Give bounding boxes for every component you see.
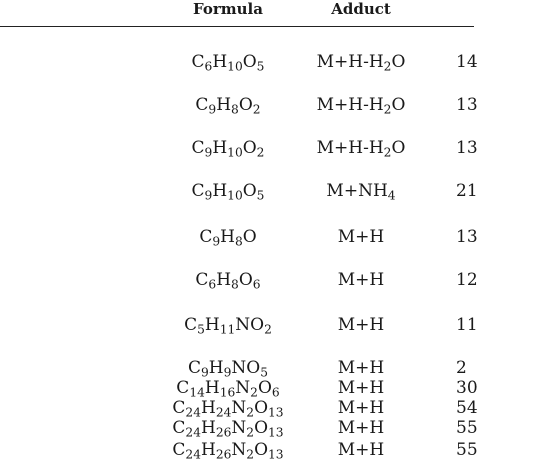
formula-subscript: 10 (227, 188, 243, 203)
formula-element: NO (231, 358, 261, 378)
adduct-cell (296, 138, 426, 158)
formula-subscript: 9 (204, 188, 213, 203)
formula-subscript: 24 (185, 405, 201, 420)
formula-element: H (216, 270, 232, 290)
formula-element: H (201, 440, 216, 460)
mass-cell: 13 (456, 138, 478, 158)
formula-subscript: 2 (256, 145, 265, 160)
formula-subscript: 9 (223, 365, 232, 380)
formula-element: O (238, 270, 253, 290)
formula-element: H (204, 315, 220, 335)
formula-subscript: 2 (383, 145, 392, 160)
mass-cell: 55 (456, 440, 478, 460)
formula-element: M+H-H (316, 52, 384, 72)
formula-subscript: 9 (208, 102, 217, 117)
formula-cell (168, 378, 288, 398)
formula-subscript: 2 (383, 102, 392, 117)
formula-cell (168, 315, 288, 335)
formula-cell (168, 398, 288, 418)
adduct-cell (296, 440, 426, 460)
formula-element: M+H (337, 440, 385, 460)
formula-subscript: 2 (246, 425, 255, 440)
formula-subscript: 10 (227, 145, 243, 160)
formula-element: M+H (337, 270, 385, 290)
header-formula: Formula (193, 0, 263, 18)
mass-cell: 21 (456, 181, 478, 201)
formula-element: C (199, 227, 213, 247)
formula-subscript: 2 (246, 405, 255, 420)
formula-subscript: 9 (200, 365, 209, 380)
formula-subscript: 4 (387, 188, 396, 203)
adduct-cell (296, 315, 426, 335)
formula-element: M+H (337, 315, 385, 335)
mass-cell: 30 (456, 378, 478, 398)
mass-cell: 13 (456, 227, 478, 247)
formula-subscript: 6 (208, 277, 217, 292)
formula-element: O (242, 181, 257, 201)
formula-element: H (220, 227, 235, 247)
mass-cell: 14 (456, 52, 478, 72)
formula-cell (168, 52, 288, 72)
formula-cell (168, 181, 288, 201)
mass-cell: 54 (456, 398, 478, 418)
formula-element: M+H (337, 378, 385, 398)
formula-element: H (204, 378, 220, 398)
mass-cell: 2 (456, 358, 467, 378)
mass-cell: 11 (456, 315, 478, 335)
formula-subscript: 9 (212, 234, 221, 249)
formula-element: O (242, 227, 257, 247)
formula-element: C (191, 138, 205, 158)
formula-element: NO (235, 315, 265, 335)
formula-element: C (172, 398, 186, 418)
formula-element: O (254, 418, 269, 438)
formula-element: N (235, 378, 251, 398)
formula-element: C (191, 52, 205, 72)
formula-element: O (242, 52, 257, 72)
formula-element: C (172, 440, 186, 460)
formula-element: H (201, 418, 216, 438)
formula-subscript: 26 (215, 425, 232, 440)
adduct-cell (296, 181, 426, 201)
formula-element: H (216, 95, 232, 115)
formula-element: M+H (337, 398, 385, 418)
formula-element: N (231, 440, 247, 460)
mass-cell: 12 (456, 270, 478, 290)
adduct-cell (296, 52, 426, 72)
formula-element: M+H-H (316, 95, 384, 115)
formula-element: H (208, 358, 224, 378)
formula-cell (168, 440, 288, 460)
header-adduct: Adduct (331, 0, 391, 18)
formula-subscript: 24 (185, 425, 201, 440)
formula-element: C (195, 95, 209, 115)
formula-subscript: 6 (271, 385, 280, 400)
formula-element: O (257, 378, 272, 398)
formula-subscript: 6 (252, 277, 261, 292)
formula-subscript: 5 (256, 188, 265, 203)
formula-element: N (231, 398, 247, 418)
formula-cell (168, 138, 288, 158)
formula-element: O (254, 398, 269, 418)
formula-subscript: 5 (260, 365, 269, 380)
formula-element: O (391, 52, 406, 72)
formula-element: H (201, 398, 216, 418)
adduct-cell (296, 418, 426, 438)
formula-element: C (195, 270, 209, 290)
formula-cell (168, 95, 288, 115)
mass-cell: 13 (456, 95, 478, 115)
formula-element: N (231, 418, 247, 438)
adduct-cell (296, 358, 426, 378)
formula-subscript: 5 (256, 59, 265, 74)
formula-subscript: 2 (383, 59, 392, 74)
adduct-cell (296, 227, 426, 247)
formula-element: O (254, 440, 269, 460)
formula-element: M+NH (326, 181, 388, 201)
formula-subscript: 13 (268, 447, 284, 462)
formula-element: H (212, 138, 228, 158)
formula-subscript: 2 (264, 322, 272, 337)
formula-cell (168, 418, 288, 438)
formula-element: O (242, 138, 257, 158)
formula-element: C (184, 315, 198, 335)
formula-element: O (391, 95, 406, 115)
formula-subscript: 24 (185, 447, 201, 462)
formula-cell (168, 270, 288, 290)
formula-subscript: 5 (197, 322, 205, 337)
formula-element: M+H (337, 358, 385, 378)
formula-subscript: 2 (246, 447, 255, 462)
adduct-cell (296, 270, 426, 290)
formula-subscript: 14 (189, 385, 205, 400)
formula-cell (168, 358, 288, 378)
adduct-cell (296, 95, 426, 115)
formula-subscript: 24 (215, 405, 232, 420)
formula-subscript: 2 (252, 102, 261, 117)
adduct-cell (296, 378, 426, 398)
formula-subscript: 13 (268, 425, 284, 440)
formula-element: H (212, 181, 228, 201)
mass-cell: 55 (456, 418, 478, 438)
formula-element: M+H (337, 418, 385, 438)
formula-element: C (187, 358, 201, 378)
formula-subscript: 2 (250, 385, 258, 400)
header-rule (0, 26, 474, 27)
formula-element: C (172, 418, 186, 438)
formula-subscript: 9 (204, 145, 213, 160)
formula-subscript: 10 (227, 59, 243, 74)
formula-subscript: 8 (231, 277, 239, 292)
formula-subscript: 16 (219, 385, 236, 400)
formula-subscript: 26 (215, 447, 232, 462)
formula-element: O (391, 138, 406, 158)
formula-element: M+H (337, 227, 385, 247)
formula-cell (168, 227, 288, 247)
formula-subscript: 8 (234, 234, 243, 249)
formula-subscript: 11 (219, 322, 236, 337)
adduct-cell (296, 398, 426, 418)
formula-subscript: 6 (204, 59, 213, 74)
formula-element: H (212, 52, 228, 72)
formula-element: C (191, 181, 205, 201)
formula-element: O (238, 95, 253, 115)
formula-element: M+H-H (316, 138, 384, 158)
formula-element: C (176, 378, 190, 398)
formula-subscript: 8 (231, 102, 239, 117)
formula-subscript: 13 (268, 405, 284, 420)
